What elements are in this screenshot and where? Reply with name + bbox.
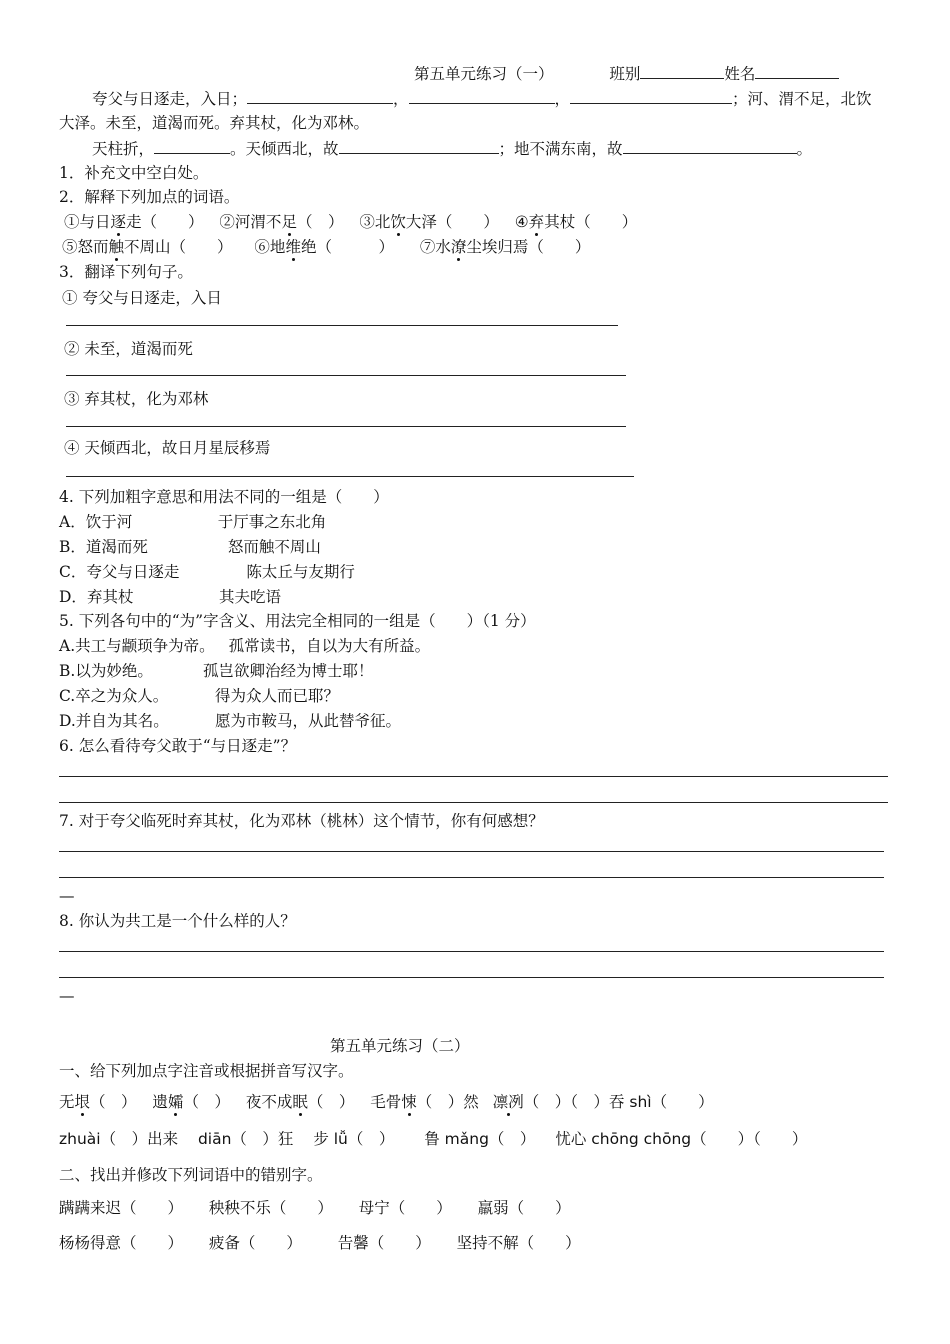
class-label: 班别 (609, 65, 641, 83)
typo-item: 疲备（ ） (208, 1234, 302, 1252)
passage-text: 。天倾西北，故 (230, 140, 339, 158)
pinyin-item: 毛骨悚（ ）然 (370, 1093, 479, 1111)
q2-item: ④弃其杖（ ） (514, 213, 638, 231)
answer-line-tail: — (59, 887, 75, 905)
pinyin-item: 步 lǚ（ ） (313, 1130, 395, 1148)
answer-line[interactable] (66, 426, 626, 427)
q3-item-1: ① 夸父与日逐走，入日 (62, 289, 222, 307)
q5-option-a: A.共工与颛顼争为帝。 孤常读书，自以为大有所益。 (59, 637, 431, 655)
question-3: 3．翻译下列句子。 (59, 263, 193, 281)
typo-item: 秧秧不乐（ ） (208, 1199, 333, 1217)
question-1: 1．补充文中空白处。 (59, 164, 209, 182)
q4-option-d: D．弃其杖 其夫吃语 (59, 588, 281, 606)
q2-item: ①与日逐走（ ） (64, 213, 204, 231)
passage-line-1 (92, 88, 872, 109)
pinyin-row-2 (59, 1129, 807, 1149)
passage-blank-4[interactable] (154, 138, 230, 154)
pinyin-item: 凛冽（ ）（ ）吞 shì（ ） (492, 1093, 714, 1111)
pinyin-item: 忧心 chōng chōng（ ）（ ） (555, 1130, 808, 1148)
question-5: 5. 下列各句中的“为”字含义、用法完全相同的一组是（ ）（1 分） (59, 612, 536, 630)
passage-text: ， (393, 90, 409, 108)
answer-line[interactable] (66, 476, 634, 477)
passage-blank-2[interactable] (409, 88, 555, 104)
q2-item: ⑦水潦尘埃归焉（ ） (419, 238, 591, 256)
worksheet-title-1: 第五单元练习（一） (414, 65, 554, 83)
typo-item: 告馨（ ） (337, 1234, 431, 1252)
passage-blank-6[interactable] (623, 138, 797, 154)
q5-option-b: B.以为妙绝。 孤岂欲卿治经为博士耶！ (59, 662, 374, 680)
question-4: 4. 下列加粗字意思和用法不同的一组是（ ） (59, 488, 389, 506)
question-2: 2．解释下列加点的词语。 (59, 188, 240, 206)
q4-option-b: B．道渴而死 怒而触不周山 (59, 538, 321, 556)
passage-line-2: 大泽。未至，道渴而死。弃其杖，化为邓林。 (59, 114, 370, 132)
q2-item: ⑥地维绝（ ） (254, 238, 394, 256)
answer-line[interactable] (59, 877, 884, 878)
answer-line[interactable] (59, 802, 888, 803)
passage-blank-5[interactable] (339, 138, 499, 154)
question-7: 7. 对于夸父临死时弃其杖，化为邓林（桃林）这个情节，你有何感想？ (59, 812, 544, 830)
answer-line[interactable] (66, 325, 618, 326)
worksheet-title-2: 第五单元练习（二） (330, 1037, 470, 1055)
passage-text: ；河、渭不足，北饮 (732, 90, 872, 108)
pinyin-item: zhuài（ ）出来 (59, 1130, 179, 1148)
q4-option-a: A．饮于河 于厅事之东北角 (59, 513, 327, 531)
section-1-heading: 一、给下列加点字注音或根据拼音写汉字。 (59, 1062, 354, 1080)
q2-row-2 (62, 237, 590, 257)
header-line (414, 63, 839, 84)
class-blank[interactable] (640, 63, 724, 79)
pinyin-item: 无垠（ ） (59, 1093, 137, 1111)
name-blank[interactable] (755, 63, 839, 79)
passage-blank-1[interactable] (247, 88, 393, 104)
pinyin-item: 遗孀（ ） (152, 1093, 230, 1111)
pinyin-row-1 (59, 1092, 714, 1112)
q2-item: ③北饮大泽（ ） (359, 213, 499, 231)
q5-option-c: C.卒之为众人。 得为众人而已耶？ (59, 687, 340, 705)
passage-blank-3[interactable] (570, 88, 732, 104)
typo-item: 蹒蹒来迟（ ） (59, 1199, 184, 1217)
q2-item: ⑤怒而触不周山（ ） (62, 238, 233, 256)
q2-row-1 (64, 212, 637, 232)
pinyin-item: 夜不成眠（ ） (245, 1093, 355, 1111)
q3-item-3: ③ 弃其杖，化为邓林 (64, 390, 209, 408)
typo-item: 杨杨得意（ ） (59, 1234, 184, 1252)
answer-line-tail: — (59, 987, 75, 1005)
answer-line[interactable] (59, 951, 884, 952)
passage-text: 天柱折， (92, 140, 155, 158)
pinyin-item: diān（ ）狂 (197, 1130, 294, 1148)
section-2-heading: 二、找出并修改下列词语中的错别字。 (59, 1166, 323, 1184)
q5-option-d: D.并自为其名。 愿为市鞍马，从此替爷征。 (59, 712, 402, 730)
typo-item: 坚持不解（ ） (456, 1234, 581, 1252)
typo-item: 羸弱（ ） (477, 1199, 571, 1217)
q4-option-c: C．夸父与日逐走 陈太丘与友期行 (59, 563, 355, 581)
typo-row-1 (59, 1198, 571, 1218)
passage-text: ；地不满东南，故 (498, 140, 623, 158)
answer-line[interactable] (59, 977, 884, 978)
passage-text: 夸父与日逐走，入日； (92, 90, 248, 108)
name-label: 姓名 (724, 65, 756, 83)
question-8: 8. 你认为共工是一个什么样的人？ (59, 912, 296, 930)
answer-line[interactable] (59, 851, 884, 852)
typo-row-2 (59, 1233, 581, 1253)
answer-line[interactable] (59, 776, 888, 777)
question-6: 6. 怎么看待夸父敢于“与日逐走”？ (59, 737, 297, 755)
q2-item: ②河渭不足（ ） (219, 213, 344, 231)
passage-text: 。 (796, 140, 813, 158)
q3-item-2: ② 未至，道渴而死 (64, 340, 193, 358)
q3-item-4: ④ 天倾西北，故日月星辰移焉 (64, 439, 271, 457)
passage-line-3 (92, 138, 812, 159)
pinyin-item: 鲁 mǎng（ ） (424, 1130, 536, 1148)
typo-item: 母宁（ ） (358, 1199, 452, 1217)
passage-text: ， (554, 90, 571, 108)
answer-line[interactable] (66, 375, 626, 376)
